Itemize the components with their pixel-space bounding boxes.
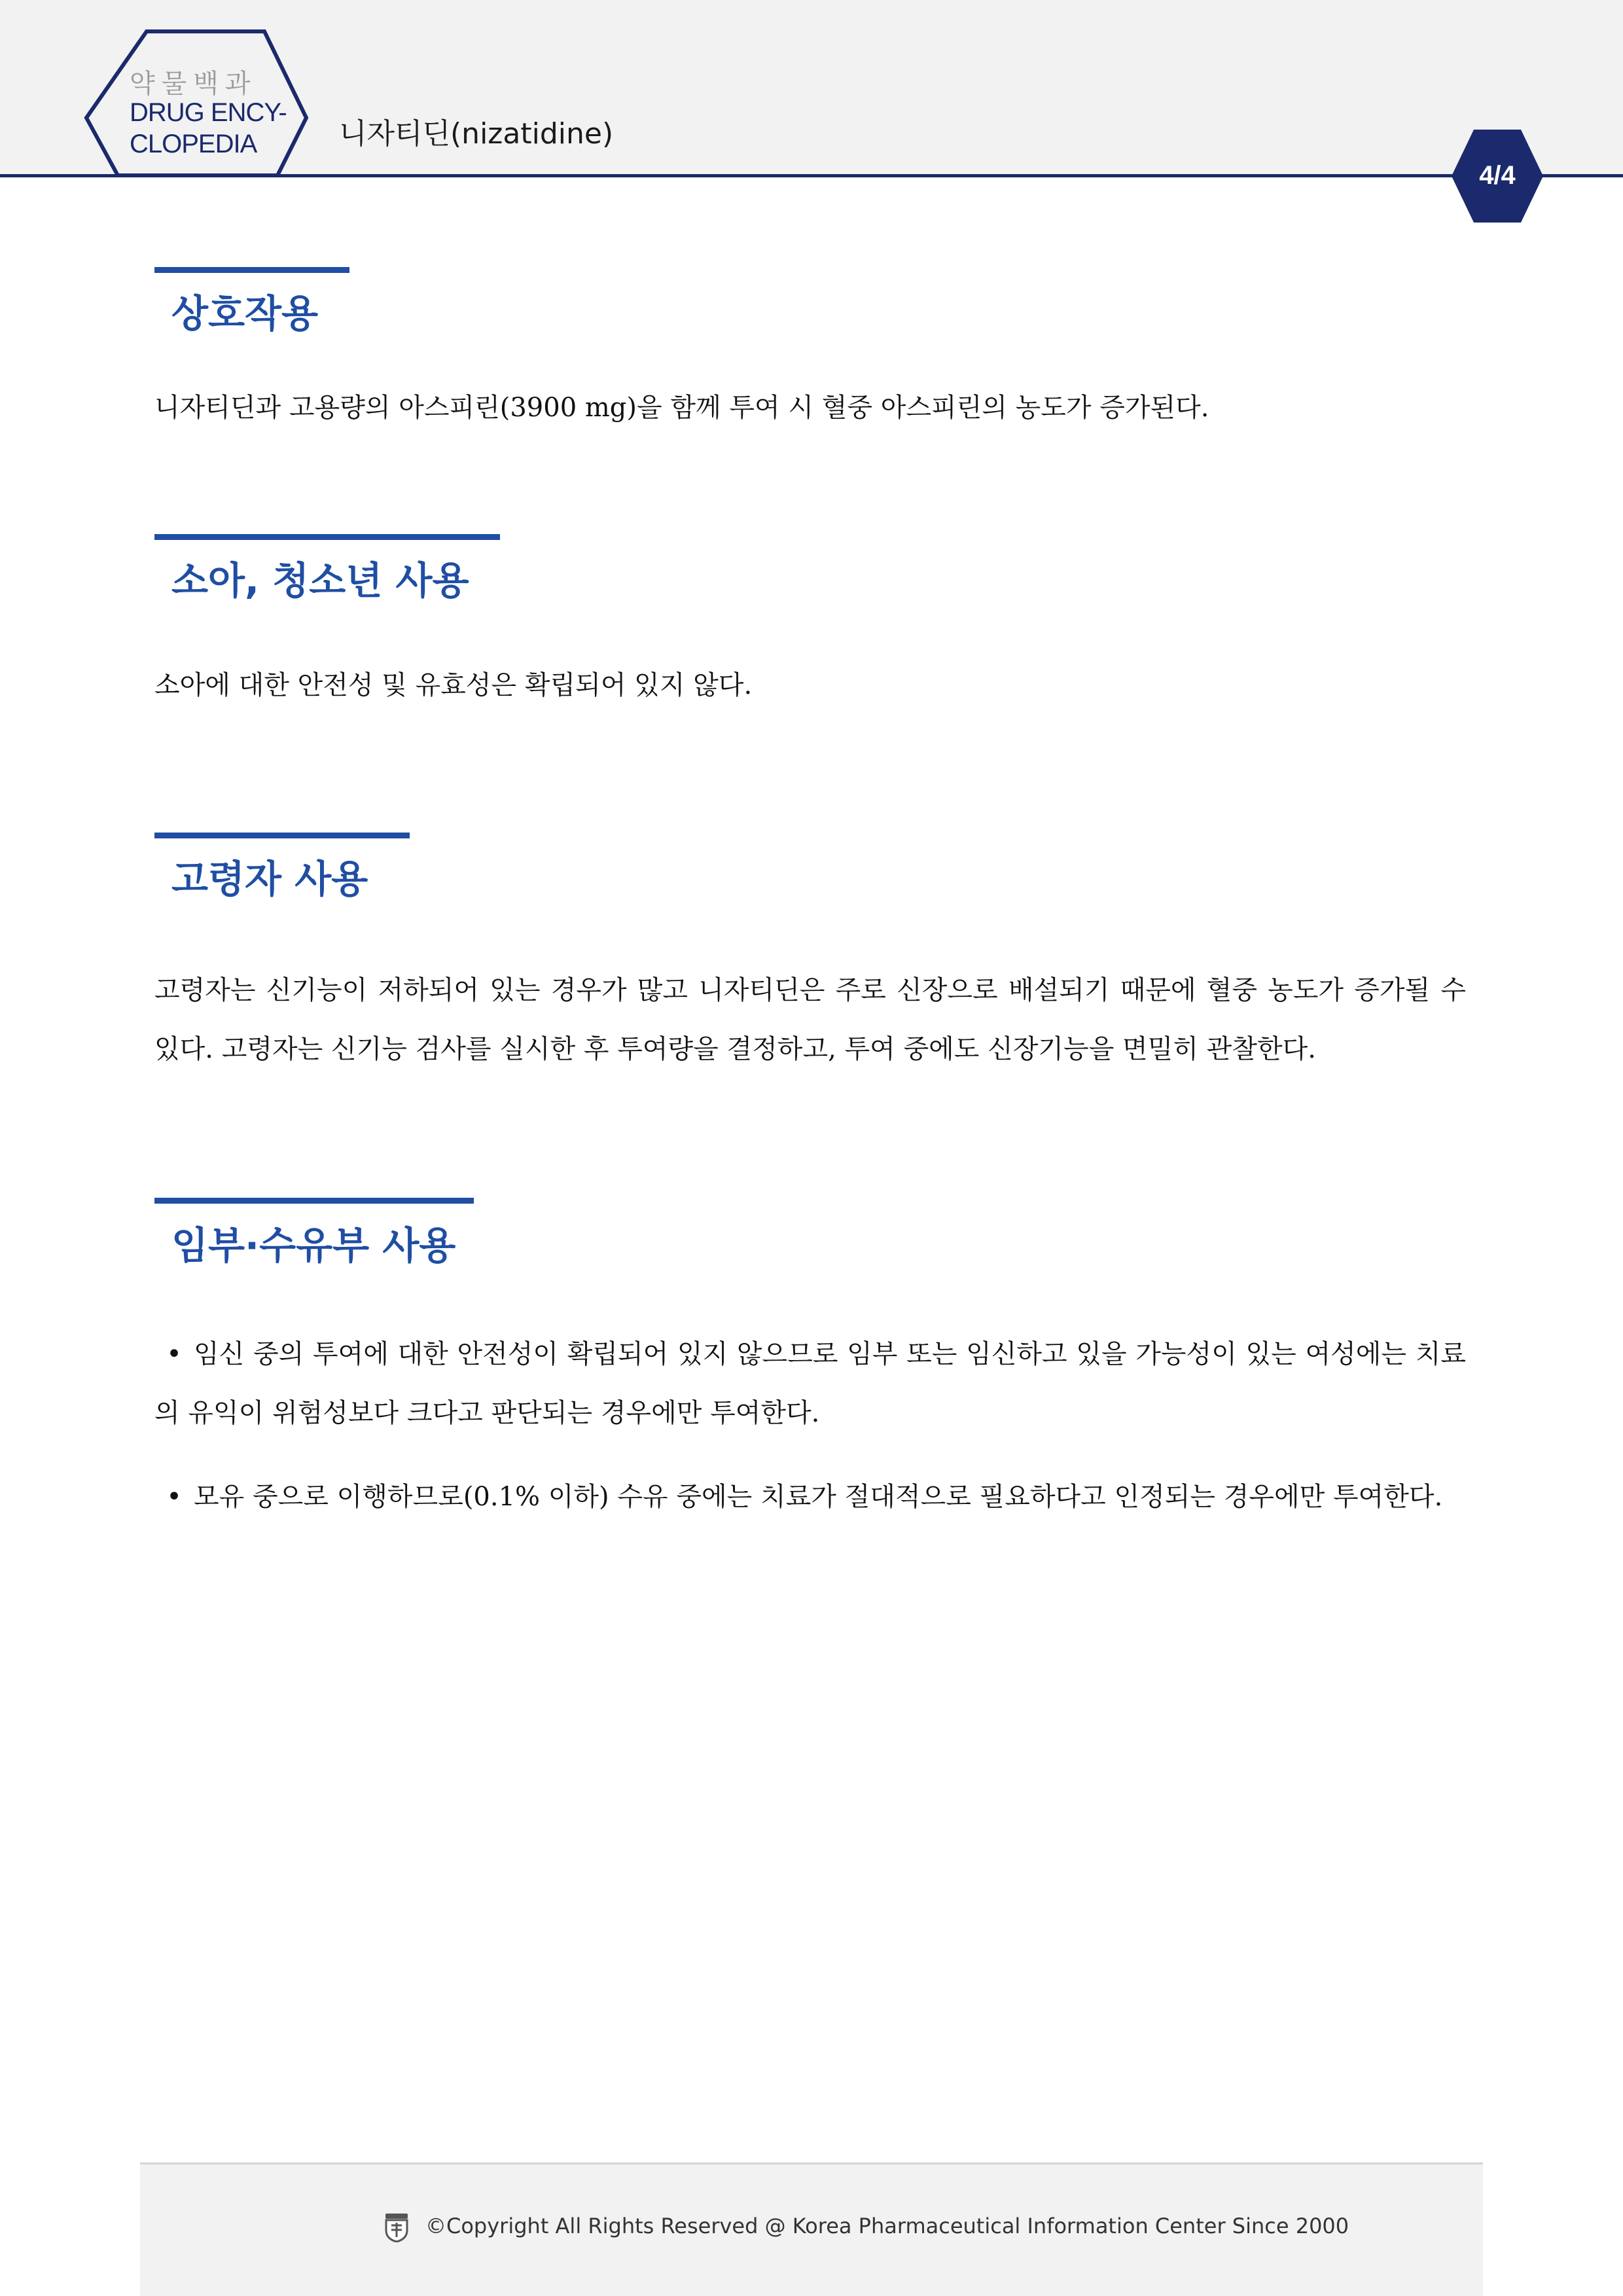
paragraph: 니자티딘과 고용량의 아스피린(3900 mg)을 함께 투여 시 혈중 아스피린의 농도가 증가된다.: [154, 393, 1209, 423]
logo-english-line1: DRUG ENCY-: [130, 98, 287, 127]
header-divider: [0, 174, 1623, 177]
section-bar-pediatric: [154, 534, 500, 540]
section-heading-interactions: 상호작용: [171, 291, 319, 336]
section-body-pediatric: [154, 656, 1466, 715]
document-title: 니자티딘(nizatidine): [339, 117, 614, 151]
kpic-emblem-icon: [383, 2212, 410, 2242]
logo-english-line2: CLOPEDIA: [130, 130, 257, 158]
paragraph: 고령자는 신기능이 저하되어 있는 경우가 많고 니자티딘은 주로 신장으로 배설되기 때문에 혈중 농도가 증가될 수 있다. 고령자는 신기능 검사를 실시한 후 투여량을 결정하고, 투여 중에도 신장기능을 면밀히 관찰한다.: [154, 975, 1466, 1064]
section-bar-elderly: [154, 833, 410, 838]
list-item: [154, 1467, 1466, 1526]
logo-english-text: [130, 97, 300, 160]
paragraph: 소아에 대한 안전성 및 유효성은 확립되어 있지 않다.: [154, 670, 753, 700]
logo-korean-text: 약물백과: [130, 69, 257, 99]
section-body-pregnancy: [154, 1325, 1466, 1526]
section-heading-pediatric: 소아, 청소년 사용: [171, 558, 469, 603]
bullet-icon: •: [166, 1339, 182, 1369]
section-body-elderly: [154, 961, 1466, 1079]
footer-copyright: ©Copyright All Rights Reserved @ Korea Pharmaceutical Information Center Since 2000: [425, 2214, 1349, 2238]
section-body-interactions: [154, 378, 1466, 437]
section-heading-pregnancy: 임부·수유부 사용: [171, 1223, 456, 1268]
section-bar-pregnancy: [154, 1198, 474, 1204]
section-bar-interactions: [154, 267, 349, 273]
section-heading-elderly: 고령자 사용: [171, 857, 368, 901]
bullet-icon: •: [166, 1482, 182, 1512]
list-item-text: 임신 중의 투여에 대한 안전성이 확립되어 있지 않으므로 임부 또는 임신하고 있을 가능성이 있는 여성에는 치료의 유익이 위험성보다 크다고 판단되는 경우에만 투여한다.: [154, 1339, 1466, 1428]
list-item: [154, 1325, 1466, 1443]
list-item-text: 모유 중으로 이행하므로(0.1% 이하) 수유 중에는 치료가 절대적으로 필요하다고 인정되는 경우에만 투여한다.: [194, 1482, 1443, 1512]
page-indicator: 4/4: [1479, 161, 1516, 190]
